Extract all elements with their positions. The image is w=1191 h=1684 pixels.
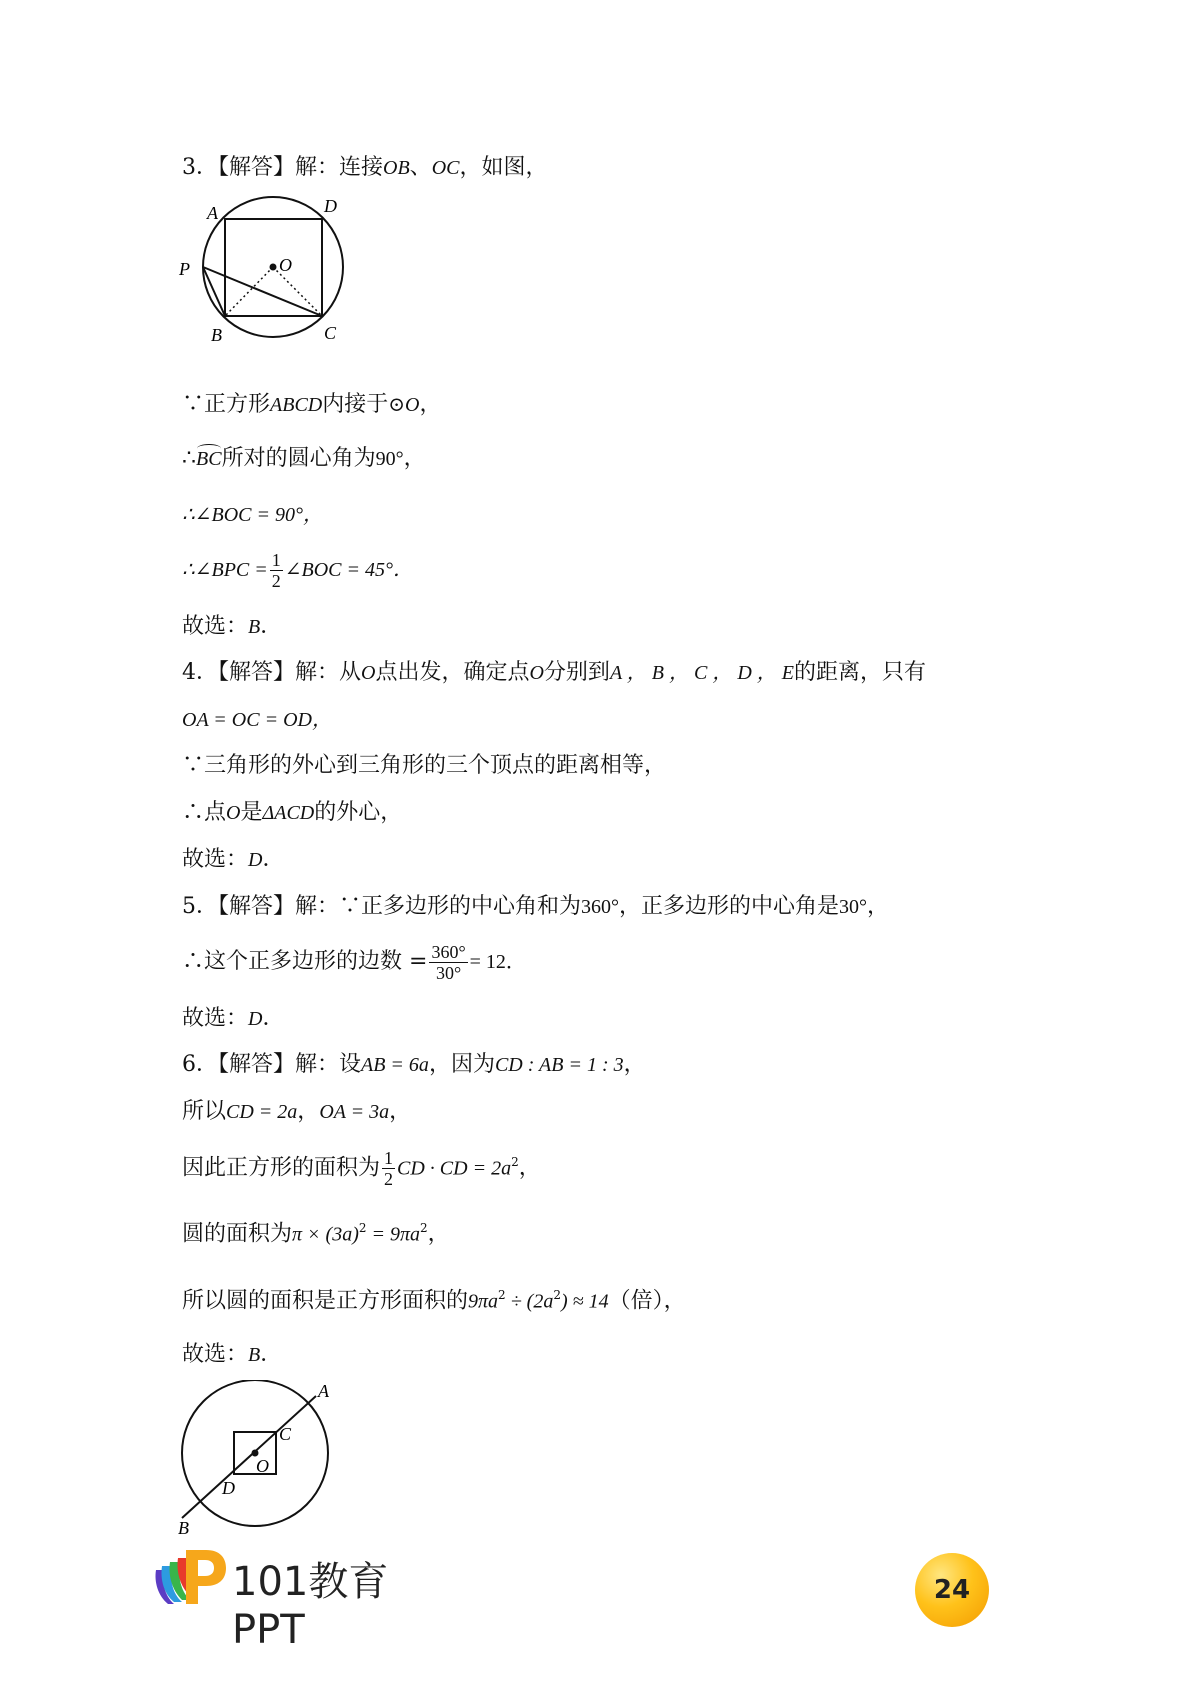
q5-l1-pre: 5．【解答】解：∵正多边形的中心角和为 [182, 894, 581, 919]
q6-l1-e2: CD : AB = 1 : 3 [494, 1054, 624, 1076]
label-b: B [178, 1518, 189, 1535]
label-a: A [207, 203, 218, 223]
q4-answer-choice: D [248, 849, 263, 871]
q4-l4-pre: ∴点 [182, 800, 227, 825]
q3-l4-pre: ∴∠BPC = [182, 559, 268, 581]
diameter-ab [182, 1396, 316, 1518]
q5-l1-v2: 30° [839, 896, 868, 918]
page-number-badge [915, 1553, 989, 1627]
q6-answer-pre: 故选： [182, 1342, 249, 1367]
q3-l1-abcd: ABCD [270, 394, 323, 416]
q6-l2-e1: CD = 2a [226, 1101, 298, 1123]
q3-l1-pre: ∵正方形 [182, 392, 271, 417]
q3-header-line [182, 153, 548, 183]
q6-answer [182, 1340, 282, 1370]
q6-l5-expr-a: 9πa [468, 1290, 499, 1313]
logo-mark-icon [150, 1540, 228, 1610]
q4-answer-end: ． [262, 847, 285, 872]
q3-l2-mid: 所对的圆心角为 [221, 446, 376, 471]
q4-l1-points: A ， B ， C ， D ， E [609, 662, 795, 684]
label-a: A [318, 1381, 329, 1401]
q6-l3-expr: CD · CD = 2a [397, 1157, 512, 1180]
label-d: D [222, 1478, 235, 1498]
q3-sep: 、 [409, 155, 432, 180]
q4-l4-end: 的外心， [314, 800, 403, 825]
q3-l1-o: ⊙O [388, 394, 420, 416]
q6-l1-mid: ，因为 [428, 1052, 495, 1077]
q6-l2-pre: 所以 [182, 1099, 227, 1124]
q6-frac-num: 1 [384, 1147, 394, 1168]
q4-answer-pre: 故选： [182, 847, 249, 872]
q6-answer-end: ． [260, 1342, 283, 1367]
q3-l2-val: 90° [375, 448, 404, 470]
q3-frac-den: 2 [271, 570, 281, 591]
center-dot [270, 264, 277, 271]
q6-l3-end: ， [518, 1155, 541, 1181]
q5-frac-num: 360° [431, 941, 466, 962]
q4-l4-mid: 是 [240, 800, 263, 825]
q4-l1-o1: O [361, 662, 376, 684]
page-number: 24 [933, 1575, 971, 1605]
q4-l1: 4．【解答】解：从 [182, 660, 361, 685]
q5-answer-pre: 故选： [182, 1006, 249, 1031]
q6-l1-e1: AB = 6a [361, 1054, 429, 1076]
q3-line1 [182, 390, 441, 420]
q6-l5-expr-c: ) ≈ 14 [560, 1290, 609, 1313]
q3-line3 [182, 500, 323, 530]
segment-ob [225, 267, 273, 316]
q6-line1 [182, 1050, 646, 1080]
q6-line5 [182, 1280, 686, 1316]
q6-l5-expr-b: ÷ (2a [505, 1290, 554, 1313]
q3-l2-arc: BC [196, 444, 222, 474]
q5-fraction [429, 942, 467, 983]
q4-line1 [182, 658, 926, 688]
q3-l2-end: ， [403, 446, 426, 471]
q6-l4-end: ， [427, 1221, 450, 1247]
q6-l5-sup1: 2 [498, 1288, 506, 1302]
q3-answer-end: ． [260, 614, 283, 639]
q4-line2 [182, 705, 332, 735]
q6-l2-mid: ， [297, 1099, 320, 1124]
q6-frac-den: 2 [384, 1168, 394, 1189]
q3-line4 [182, 545, 413, 595]
q5-l2-post: = 12． [469, 951, 526, 973]
q6-line4 [182, 1213, 450, 1249]
q4-answer [182, 845, 284, 875]
q3-l4-post: ∠BOC = 45°． [284, 559, 414, 581]
q5-l1-v1: 360° [581, 896, 619, 918]
q3-oc: OC [431, 157, 460, 179]
q4-l3: ∵三角形的外心到三角形的三个顶点的距离相等， [182, 753, 667, 778]
q6-l5-pre: 所以圆的面积是正方形面积的 [182, 1288, 469, 1314]
q4-l4-o: O [226, 802, 241, 824]
q6-l5-sup2: 2 [553, 1288, 561, 1302]
figure-circle-with-square [170, 1380, 350, 1535]
q3-frac-num: 1 [271, 549, 281, 570]
label-o: O [279, 255, 292, 275]
footer-logo [150, 1540, 450, 1653]
label-b: B [211, 325, 222, 345]
q3-fraction [270, 550, 283, 591]
q6-l3-sup: 2 [511, 1155, 519, 1169]
q6-l4-pre: 圆的面积为 [182, 1221, 293, 1247]
q6-l2-end: ， [389, 1099, 412, 1124]
q5-answer [182, 1004, 284, 1034]
q5-l2-pre: ∴这个正多边形的边数 = [182, 949, 428, 974]
label-c: C [279, 1424, 292, 1444]
q5-frac-den: 30° [435, 962, 462, 983]
q6-l1-pre: 6．【解答】解：设 [182, 1052, 361, 1077]
q4-line3 [182, 751, 666, 781]
q3-l1-end: ， [419, 392, 442, 417]
q5-l1-end: ， [867, 894, 890, 919]
label-c: C [324, 323, 337, 343]
q6-l4-sup1: 2 [358, 1221, 367, 1235]
q6-l4-sup2: 2 [420, 1221, 428, 1235]
q6-l3-pre: 因此正方形的面积为 [182, 1155, 381, 1181]
q3-l3: ∴∠BOC = 90°， [182, 504, 323, 526]
q5-line2 [182, 935, 526, 989]
q4-line4 [182, 798, 402, 828]
q4-l1-b: 点出发，确定点 [375, 660, 530, 685]
q5-answer-end: ． [262, 1006, 285, 1031]
q6-l4-expr-a: π × (3a) [292, 1223, 359, 1246]
q3-line2 [182, 444, 426, 474]
q6-l1-end: ， [623, 1052, 646, 1077]
q4-l1-o2: O [529, 662, 544, 684]
q4-l2: OA = OC = OD， [182, 709, 332, 731]
q5-answer-choice: D [248, 1008, 263, 1030]
label-p: P [179, 259, 190, 279]
q6-fraction [382, 1148, 395, 1189]
q6-answer-choice: B [248, 1344, 261, 1366]
logo-text: 101教育PPT [232, 1559, 389, 1653]
q3-answer-pre: 故选： [182, 614, 249, 639]
q3-tail: ，如图， [459, 155, 548, 180]
q6-line2 [182, 1097, 411, 1127]
q4-l1-d: 的距离，只有 [794, 660, 927, 685]
figure-square-in-circle [175, 195, 365, 360]
q3-ob: OB [383, 157, 410, 179]
q6-l5-end: （倍）， [608, 1288, 686, 1314]
label-d: D [324, 196, 337, 216]
q3-l2-pre: ∴ [182, 446, 196, 471]
q5-line1 [182, 892, 889, 922]
q3-l1-mid: 内接于 [322, 392, 389, 417]
q6-line3 [182, 1137, 541, 1193]
label-o: O [256, 1456, 269, 1476]
q4-l1-c: 分别到 [543, 660, 610, 685]
q3-answer [182, 612, 282, 642]
q3-header: 3．【解答】解：连接 [182, 155, 383, 180]
q6-l2-e2: OA = 3a [319, 1101, 390, 1123]
q5-l1-mid: ，正多边形的中心角是 [619, 894, 840, 919]
q6-l4-expr-b: = 9πa [366, 1223, 421, 1246]
q4-l4-tri: ΔACD [262, 802, 315, 824]
q3-answer-choice: B [248, 616, 261, 638]
